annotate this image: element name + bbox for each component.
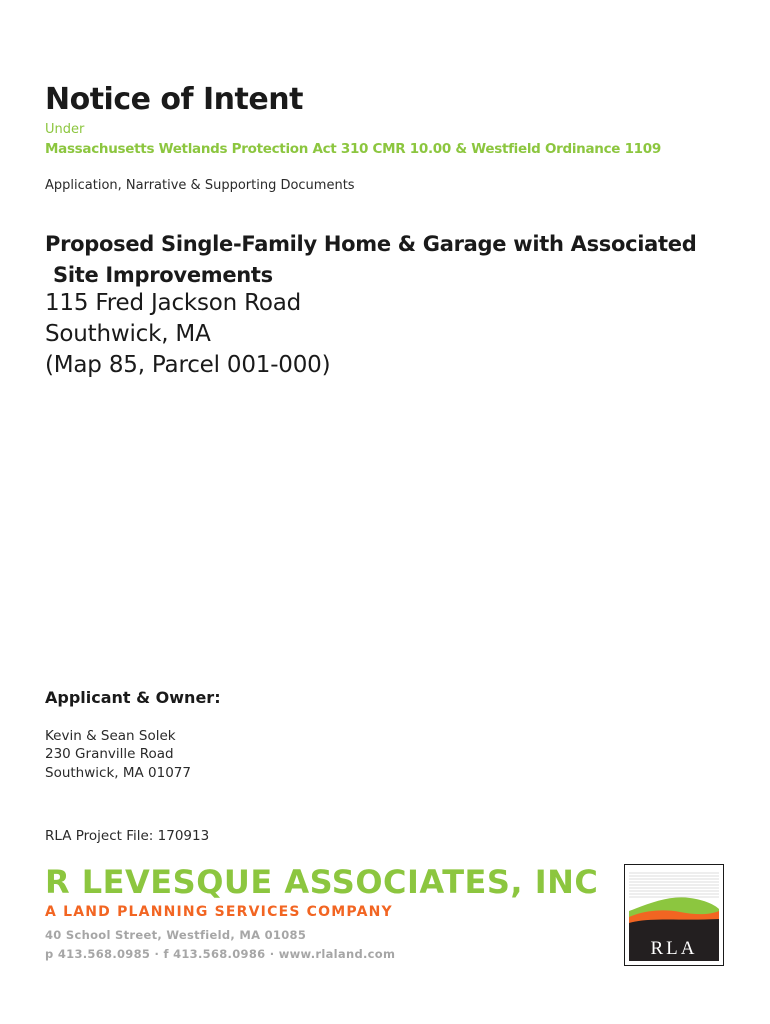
project-title-line-2: Site Improvements [53,263,273,287]
company-contact: p 413.568.0985 · f 413.568.0986 · www.rlaland.com [45,947,396,961]
under-label: Under [45,122,85,137]
project-city: Southwick, MA [45,321,211,347]
project-parcel: (Map 85, Parcel 001-000) [45,352,331,378]
company-tagline: A LAND PLANNING SERVICES COMPANY [45,904,393,920]
regulation-reference: Massachusetts Wetlands Protection Act 310 CMR 10.00 & Westfield Ordinance 1109 [45,141,661,157]
rla-logo [624,864,724,966]
company-name: R LEVESQUE ASSOCIATES, INC [45,863,599,901]
applicant-heading: Applicant & Owner: [45,688,221,707]
document-title: Notice of Intent [45,82,303,117]
rla-logo-text: RLA [650,938,698,959]
company-address: 40 School Street, Westfield, MA 01085 [45,928,307,942]
applicant-city: Southwick, MA 01077 [45,765,191,781]
project-file-number: RLA Project File: 170913 [45,828,210,844]
applicant-street: 230 Granville Road [45,746,174,762]
project-street: 115 Fred Jackson Road [45,290,302,316]
rla-logo-graphic [625,865,723,965]
project-title-line-1: Proposed Single-Family Home & Garage with Associated [45,232,697,256]
applicant-name: Kevin & Sean Solek [45,728,176,744]
document-subtitle: Application, Narrative & Supporting Documents [45,178,355,193]
project-title [45,229,735,291]
